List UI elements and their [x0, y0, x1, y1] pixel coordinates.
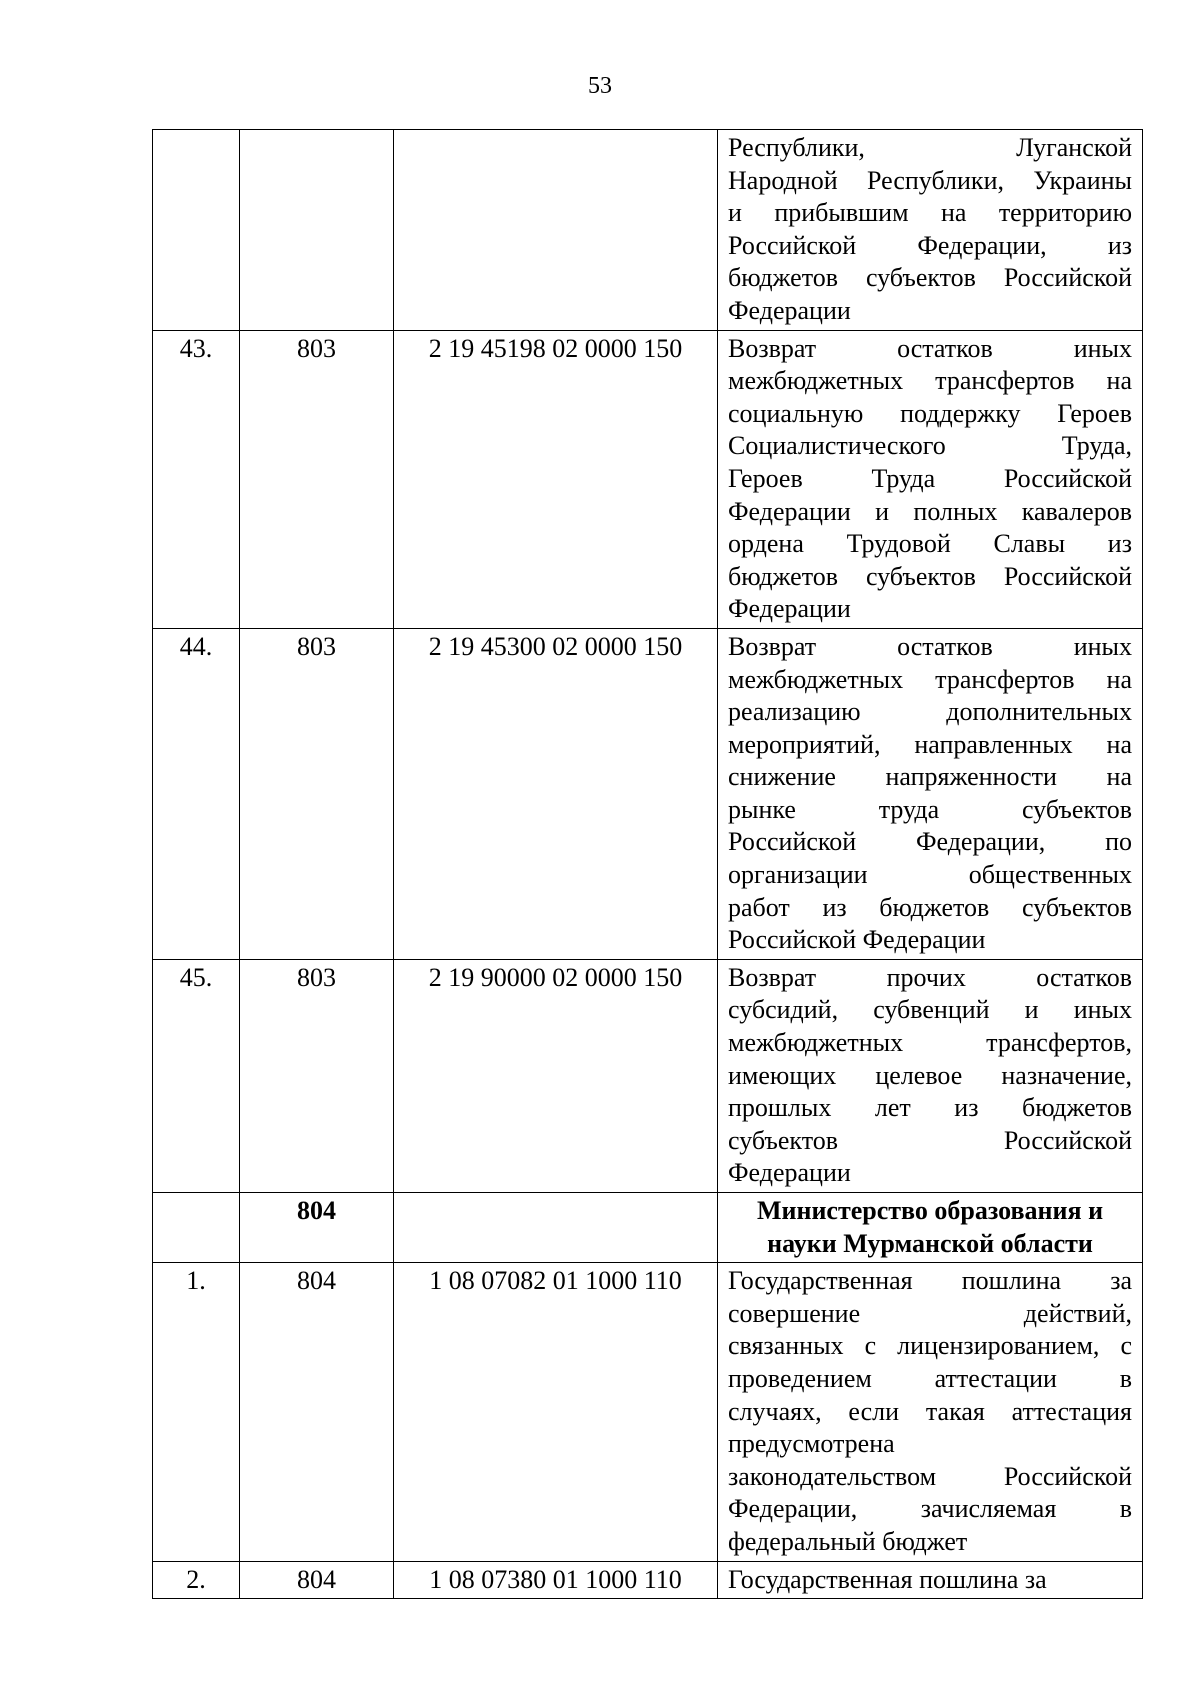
table-row [153, 130, 1143, 331]
name-line: организации общественных [728, 860, 1132, 890]
name-line: и прибывшим на территорию [728, 198, 1132, 228]
name-line: снижение напряженности на [728, 762, 1132, 792]
table-row [153, 959, 1143, 1192]
table-row [153, 1561, 1143, 1599]
name-line: Социалистического Труда, [728, 431, 1132, 461]
name-line: Федерации [728, 295, 851, 325]
name-line: межбюджетных трансфертов, [728, 1028, 1132, 1058]
revenue-name [718, 330, 1143, 628]
name-line: межбюджетных трансфертов на [728, 664, 1132, 694]
name-line: совершение действий, [728, 1298, 1132, 1328]
revenue-code: 2 19 90000 02 0000 150 [394, 959, 718, 1192]
name-line: Республики, Луганской [728, 133, 1132, 162]
name-line: Возврат остатков иных [728, 631, 1132, 661]
name-line: субсидий, субвенций и иных [728, 995, 1132, 1025]
name-line: науки Мурманской области [767, 1228, 1093, 1258]
name-line: связанных с лицензированием, с [728, 1331, 1132, 1361]
row-number: 44. [153, 628, 240, 959]
name-line: Федерации [728, 594, 851, 624]
revenue-codes-table [152, 129, 1143, 1599]
name-line: бюджетов субъектов Российской [728, 561, 1132, 591]
ministry-name [718, 1193, 1143, 1263]
row-number: 43. [153, 330, 240, 628]
name-line: мероприятий, направленных на [728, 729, 1132, 759]
name-line: прошлых лет из бюджетов [728, 1093, 1132, 1123]
admin-code: 803 [240, 628, 394, 959]
admin-code: 804 [240, 1193, 394, 1263]
name-line: Государственная пошлина за [728, 1266, 1132, 1296]
name-line: Российской Федерации [728, 925, 986, 955]
revenue-code: 2 19 45300 02 0000 150 [394, 628, 718, 959]
name-line: социальную поддержку Героев [728, 398, 1132, 428]
row-number: 45. [153, 959, 240, 1192]
table-row [153, 330, 1143, 628]
name-line: проведением аттестации в [728, 1363, 1132, 1393]
table-body [153, 130, 1143, 1599]
name-line: законодательством Российской [728, 1461, 1132, 1491]
revenue-code [394, 130, 718, 331]
revenue-code: 1 08 07380 01 1000 110 [394, 1561, 718, 1599]
row-number: 1. [153, 1263, 240, 1561]
name-line: Народной Республики, Украины [728, 165, 1132, 195]
name-line: Российской Федерации, из [728, 230, 1132, 260]
admin-code: 803 [240, 959, 394, 1192]
name-line: работ из бюджетов субъектов [728, 892, 1132, 922]
revenue-name [718, 1263, 1143, 1561]
name-line: Федерации [728, 1158, 851, 1188]
admin-code [240, 130, 394, 331]
page-number: 53 [588, 73, 612, 99]
admin-code: 804 [240, 1263, 394, 1561]
name-line: ордена Трудовой Славы из [728, 529, 1132, 559]
name-line: межбюджетных трансфертов на [728, 366, 1132, 396]
name-line: Возврат прочих остатков [728, 962, 1132, 992]
revenue-name [718, 1561, 1143, 1599]
name-line: бюджетов субъектов Российской [728, 263, 1132, 293]
revenue-name [718, 959, 1143, 1192]
admin-code: 803 [240, 330, 394, 628]
name-line: Героев Труда Российской [728, 463, 1132, 493]
name-line: имеющих целевое назначение, [728, 1060, 1132, 1090]
table-row [153, 1263, 1143, 1561]
row-number: 2. [153, 1561, 240, 1599]
name-line: Государственная пошлина за [728, 1564, 1047, 1594]
row-number [153, 1193, 240, 1263]
name-line: Министерство образования и [756, 1196, 1104, 1225]
name-line: реализацию дополнительных [728, 697, 1132, 727]
revenue-code: 2 19 45198 02 0000 150 [394, 330, 718, 628]
name-line: предусмотрена [728, 1429, 895, 1459]
name-line: рынке труда субъектов [728, 794, 1132, 824]
admin-code: 804 [240, 1561, 394, 1599]
name-line: федеральный бюджет [728, 1526, 968, 1556]
name-line: субъектов Российской [728, 1125, 1132, 1155]
table-row [153, 628, 1143, 959]
name-line: случаях, если такая аттестация [728, 1396, 1132, 1426]
row-number [153, 130, 240, 331]
name-line: Федерации и полных кавалеров [728, 496, 1132, 526]
revenue-name [718, 628, 1143, 959]
name-line: Возврат остатков иных [728, 333, 1132, 363]
revenue-name [718, 130, 1143, 331]
revenue-code: 1 08 07082 01 1000 110 [394, 1263, 718, 1561]
revenue-code [394, 1193, 718, 1263]
section-header-row [153, 1193, 1143, 1263]
name-line: Федерации, зачисляемая в [728, 1494, 1132, 1524]
name-line: Российской Федерации, по [728, 827, 1132, 857]
